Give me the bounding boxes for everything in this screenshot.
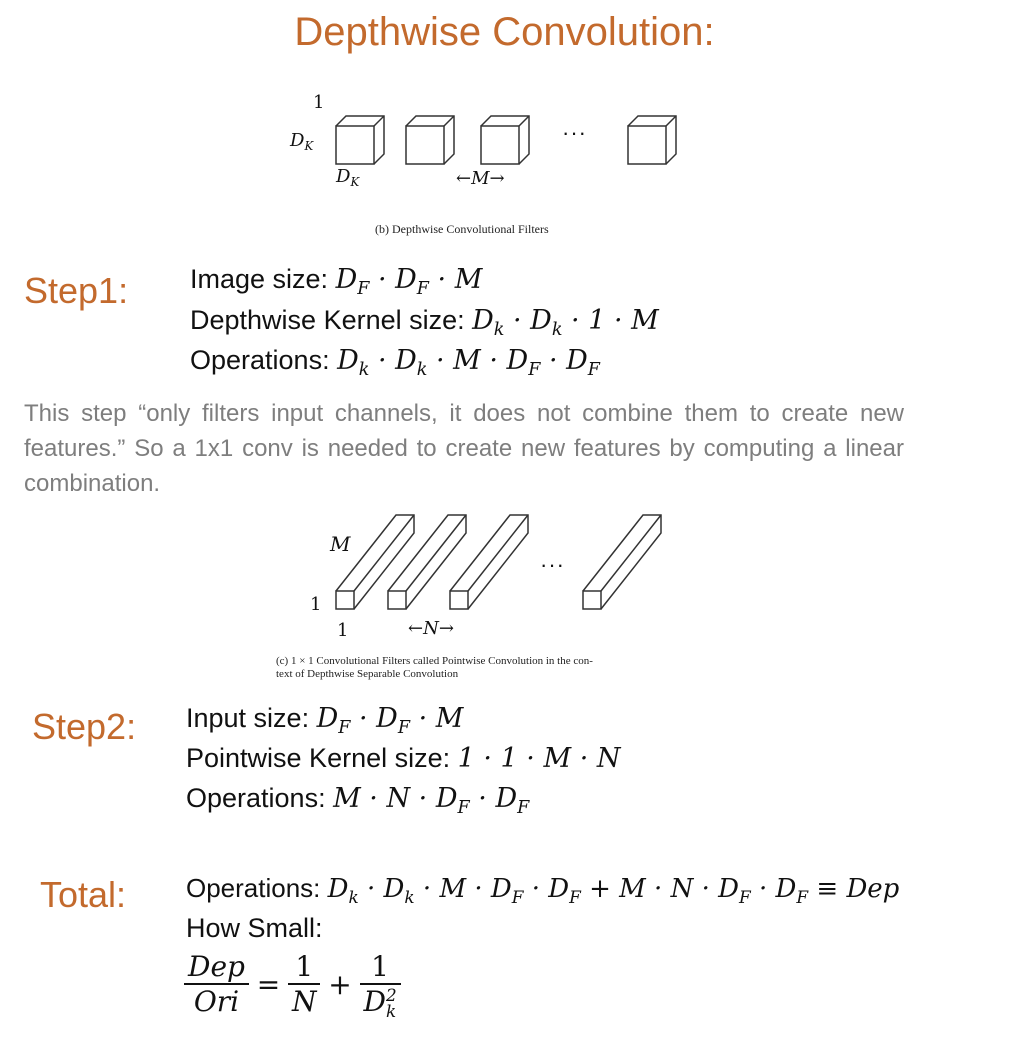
filter-cube — [406, 116, 454, 164]
step1-operations: Operations: $D_k \cdot D_k \cdot M \cdot D_F \cdot D_F$ — [190, 345, 600, 381]
figure-pointwise-filters — [276, 510, 700, 690]
label-dk-side: $D_K$ — [290, 130, 314, 154]
total-label: Total: — [40, 874, 127, 915]
pointwise-filter — [450, 515, 528, 609]
step1-kernel-size: Depthwise Kernel size: $D_k \cdot D_k \cdot 1 \cdot M$ — [190, 305, 659, 341]
arrow-label-m: ←M→ — [456, 168, 505, 189]
ellipsis: ··· — [540, 552, 565, 577]
figure-caption: (c) 1 × 1 Convolutional Filters called Pointwise Convolution in the con- text of Depthwise Separable Convolution — [276, 655, 593, 680]
label-one: 1 — [313, 92, 325, 113]
page-title: Depthwise Convolution: — [294, 10, 715, 54]
filter-cube — [628, 116, 676, 164]
arrow-label-n: ←N→ — [408, 618, 454, 639]
step2-kernel-size: Pointwise Kernel size: 1 · 1 · M · N — [186, 743, 621, 774]
step2-input-size: Input size: $D_F \cdot D_F \cdot M$ — [186, 703, 464, 739]
step2-operations: Operations: $M \cdot N \cdot D_F \cdot D_F$ — [186, 783, 530, 819]
label-dk-bottom: $D_K$ — [336, 166, 360, 190]
ratio-formula: $\frac{\text{Dep}}{\text{Ori}}$ = $\frac{1}{N}$ + 1 D 2 k — [184, 950, 401, 1019]
figure-depthwise-filters — [280, 90, 700, 240]
total-operations: Operations: $D_k \cdot D_k \cdot M \cdot D_F \cdot D_F + M \cdot N \cdot D_F \cdot D_F$ ≡ Dep — [186, 873, 900, 907]
pointwise-filter — [336, 515, 414, 609]
pointwise-filter — [583, 515, 661, 609]
ellipsis: ··· — [562, 120, 587, 145]
fraction-one-over-n: $\frac{1}{N}$ — [288, 950, 321, 1018]
label-one-bottom: 1 — [337, 620, 349, 641]
fraction-one-over-dk2: 1 D 2 k — [360, 950, 401, 1019]
pointwise-filter — [388, 515, 466, 609]
how-small-label: How Small: — [186, 913, 323, 943]
step1-image-size: Image size: $D_F \cdot D_F \cdot M$ — [190, 264, 483, 300]
depthwise-filters-diagram — [280, 90, 700, 240]
label-one-side: 1 — [310, 594, 322, 615]
filter-cube — [336, 116, 384, 164]
step2-label: Step2: — [32, 706, 137, 747]
fraction-dep-ori: $\frac{\text{Dep}}{\text{Ori}}$ — [184, 950, 249, 1018]
explanation-note: This step “only filters input channels, it does not combine them to create new features.” So a 1x1 conv is needed to create new features by computing a linear combination. — [24, 400, 904, 497]
step1-label: Step1: — [24, 270, 129, 311]
filter-cube — [481, 116, 529, 164]
label-m: M — [330, 532, 351, 556]
figure-caption: (b) Depthwise Convolutional Filters — [375, 222, 549, 236]
